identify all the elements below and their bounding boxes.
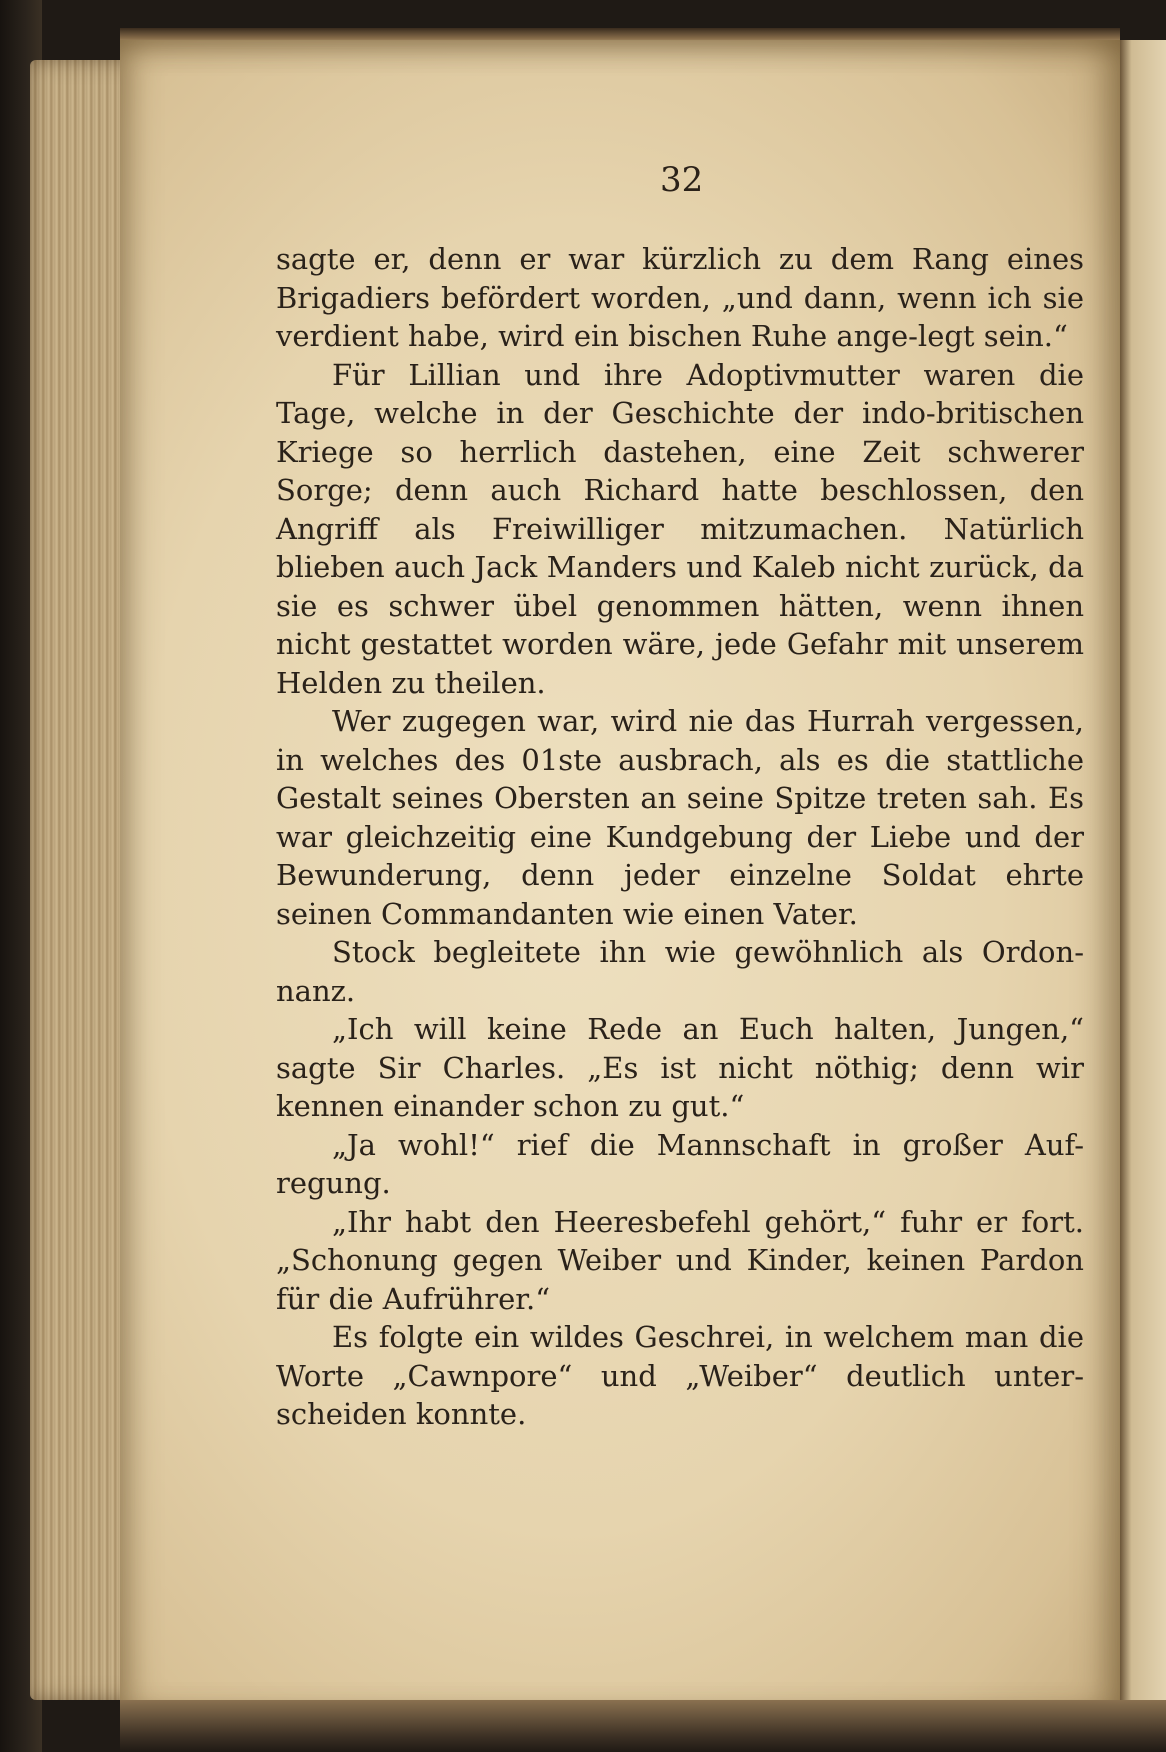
paragraph-5: „Ich will keine Rede an Euch halten, Jungen,“ sagte Sir Charles. „Es ist nicht nöthig; denn wir kennen einander schon zu gut.“: [276, 1012, 1084, 1123]
paragraph-8: Es folgte ein wildes Geschrei, in welchem man die Worte „Cawnpore“ und „Weiber“ deutlich unter-scheiden konnte.: [276, 1320, 1084, 1431]
paragraph-4: Stock begleitete ihn wie gewöhnlich als Ordon-nanz.: [276, 935, 1084, 1008]
paragraph-2: Für Lillian und ihre Adoptivmutter waren die Tage, welche in der Geschichte der indo-britischen Kriege so herrlich dastehen, eine Zeit schwerer Sorge; denn auch Richard hatte beschlossen, den Angriff als Freiwilliger mitzumachen. Natürlich blieben auch Jack Manders und Kaleb nicht zurück, da sie es schwer übel genommen hätten, wenn ihnen nicht gestattet worden wäre, jede Gefahr mit unserem Helden zu theilen.: [276, 357, 1084, 700]
page-number: 32: [660, 160, 704, 200]
page-text: [276, 240, 1084, 1434]
paragraph-7: „Ihr habt den Heeresbefehl gehört,“ fuhr er fort. „Schonung gegen Weiber und Kinder, keinen Pardon für die Aufrührer.“: [276, 1204, 1084, 1316]
paragraph-3: Wer zugegen war, wird nie das Hurrah vergessen, in welches des 01ste ausbrach, als es die stattliche Gestalt seines Obersten an seine Spitze treten sah. Es war gleichzeitig eine Kundgebung der Liebe und der Bewunderung, denn jeder einzelne Soldat ehrte seinen Commandanten wie einen Vater.: [276, 704, 1084, 931]
facing-page-edge: [1120, 40, 1166, 1752]
page-bottom-shadow: [120, 1700, 1166, 1752]
paragraph-1: sagte er, denn er war kürzlich zu dem Rang eines Brigadiers befördert worden, „und dann, wenn ich sie verdient habe, wird ein bischen Ruhe ange-legt sein.“: [276, 242, 1084, 353]
paragraph-6: „Ja wohl!“ rief die Mannschaft in großer Auf-regung.: [276, 1127, 1084, 1200]
